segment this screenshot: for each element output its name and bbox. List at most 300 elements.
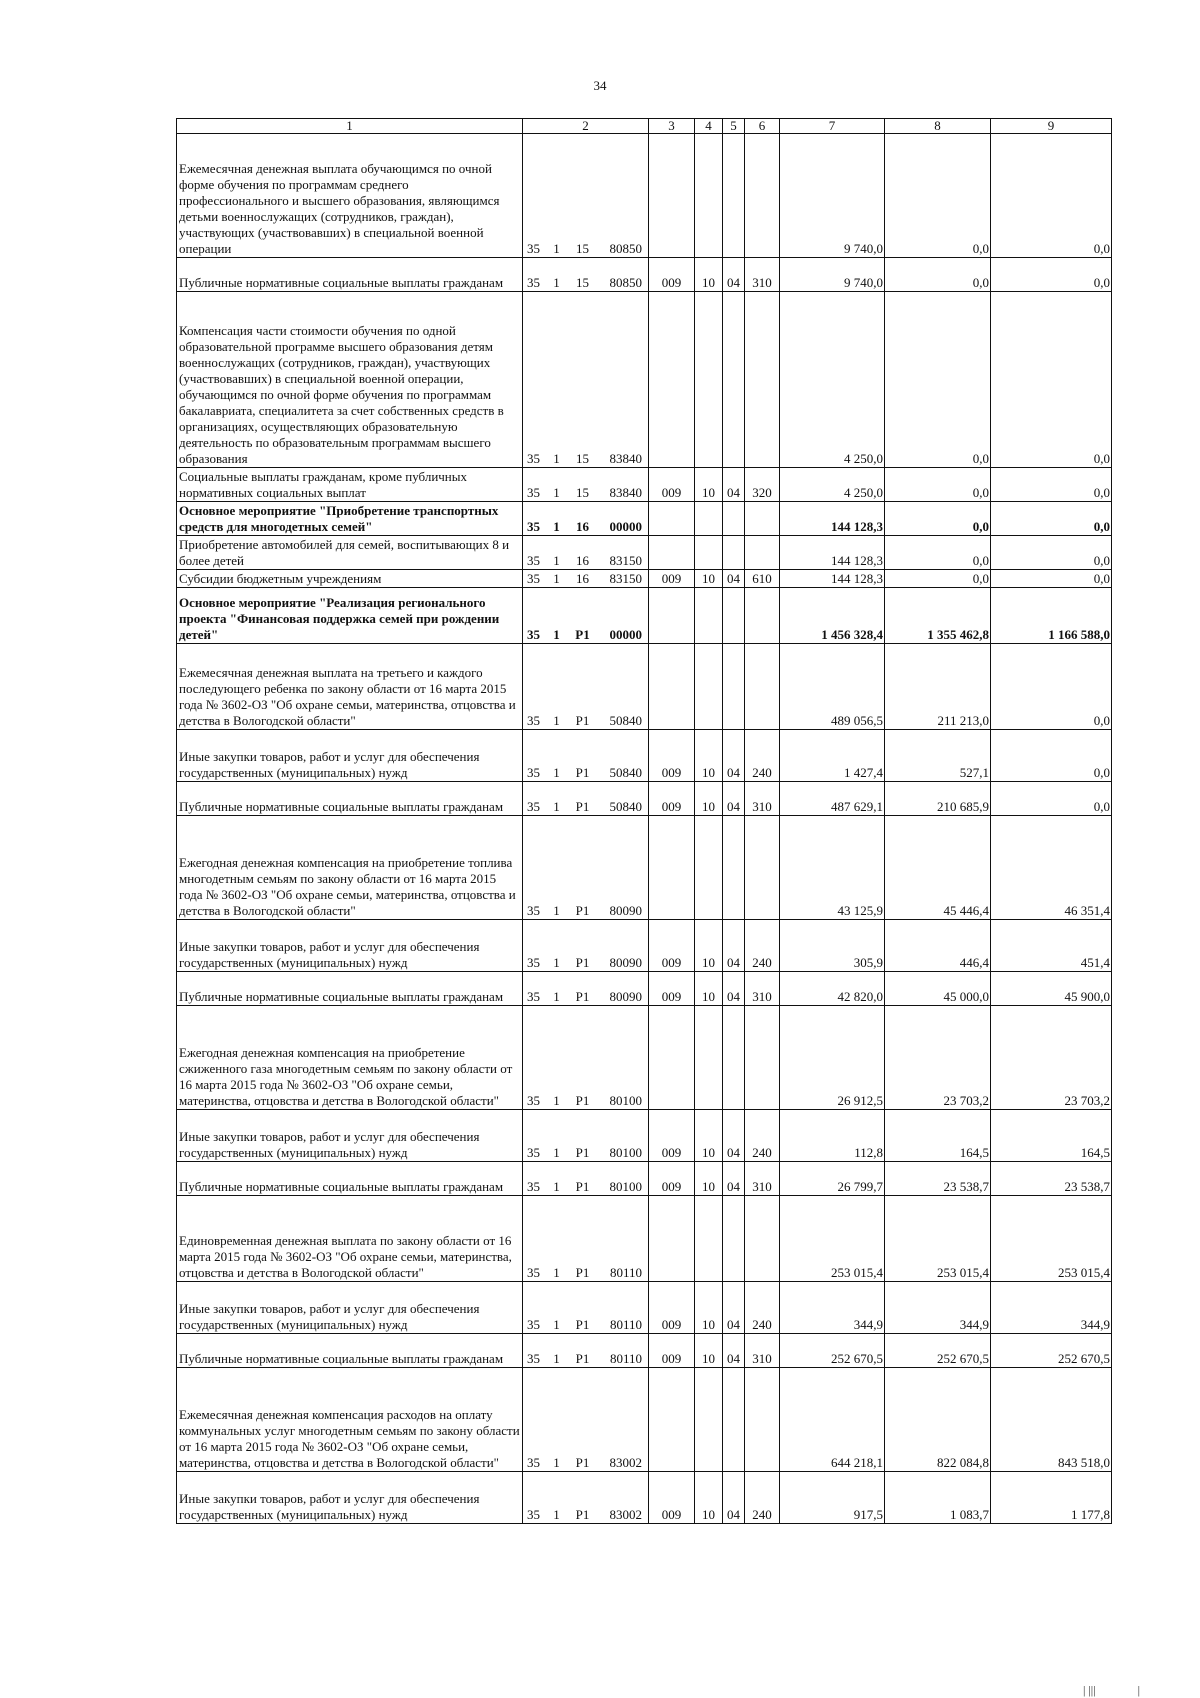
row-value-7: 4 250,0 <box>780 468 885 502</box>
row-code-subprogram: 1 <box>547 1368 567 1472</box>
row-grbs: 009 <box>649 1472 695 1524</box>
row-grbs <box>649 536 695 570</box>
row-code-direction: 50840 <box>599 730 649 782</box>
row-code-program: 35 <box>523 1110 547 1162</box>
row-code-subprogram: 1 <box>547 502 567 536</box>
row-code-direction: 83002 <box>599 1472 649 1524</box>
row-code-subprogram: 1 <box>547 292 567 468</box>
row-section: 10 <box>695 1162 723 1196</box>
row-value-7: 112,8 <box>780 1110 885 1162</box>
row-value-9: 46 351,4 <box>991 816 1112 920</box>
row-code-direction: 83150 <box>599 570 649 588</box>
row-subsection <box>723 816 745 920</box>
row-code-subprogram: 1 <box>547 570 567 588</box>
row-code-subprogram: 1 <box>547 258 567 292</box>
row-code-subprogram: 1 <box>547 644 567 730</box>
row-section: 10 <box>695 1282 723 1334</box>
row-grbs <box>649 644 695 730</box>
row-code-event: P1 <box>567 730 599 782</box>
row-subsection: 04 <box>723 1162 745 1196</box>
row-code-event: 15 <box>567 468 599 502</box>
row-name: Публичные нормативные социальные выплаты гражданам <box>177 1162 523 1196</box>
row-grbs: 009 <box>649 570 695 588</box>
row-value-9: 0,0 <box>991 644 1112 730</box>
row-code-subprogram: 1 <box>547 1196 567 1282</box>
row-code-program: 35 <box>523 536 547 570</box>
row-code-subprogram: 1 <box>547 1162 567 1196</box>
row-code-event: 15 <box>567 292 599 468</box>
row-value-8: 446,4 <box>885 920 991 972</box>
row-expense-type: 610 <box>745 570 780 588</box>
row-code-direction: 80850 <box>599 258 649 292</box>
header-col-2: 2 <box>523 119 649 134</box>
row-value-7: 43 125,9 <box>780 816 885 920</box>
row-value-8: 0,0 <box>885 258 991 292</box>
row-grbs: 009 <box>649 1334 695 1368</box>
table-row <box>177 644 1112 730</box>
row-code-subprogram: 1 <box>547 920 567 972</box>
table-row <box>177 1162 1112 1196</box>
row-code-program: 35 <box>523 972 547 1006</box>
row-code-program: 35 <box>523 468 547 502</box>
row-value-7: 1 427,4 <box>780 730 885 782</box>
row-value-8: 23 703,2 <box>885 1006 991 1110</box>
row-value-9: 45 900,0 <box>991 972 1112 1006</box>
row-grbs <box>649 134 695 258</box>
row-section <box>695 502 723 536</box>
row-subsection: 04 <box>723 1334 745 1368</box>
row-code-program: 35 <box>523 1282 547 1334</box>
row-code-program: 35 <box>523 644 547 730</box>
row-section <box>695 1006 723 1110</box>
row-code-program: 35 <box>523 730 547 782</box>
table-row <box>177 588 1112 644</box>
row-grbs: 009 <box>649 730 695 782</box>
row-expense-type <box>745 816 780 920</box>
row-code-direction: 83150 <box>599 536 649 570</box>
table-row <box>177 292 1112 468</box>
row-subsection <box>723 292 745 468</box>
row-code-subprogram: 1 <box>547 972 567 1006</box>
row-code-event: P1 <box>567 1472 599 1524</box>
row-value-8: 0,0 <box>885 292 991 468</box>
row-subsection <box>723 536 745 570</box>
row-section <box>695 1196 723 1282</box>
row-code-event: 16 <box>567 570 599 588</box>
table-row <box>177 502 1112 536</box>
table-row <box>177 134 1112 258</box>
row-subsection <box>723 588 745 644</box>
row-name: Единовременная денежная выплата по закону области от 16 марта 2015 года № 3602-ОЗ "Об охране семьи, материнства, отцовства и детства в Вологодской области" <box>177 1196 523 1282</box>
row-code-event: P1 <box>567 1334 599 1368</box>
row-name: Иные закупки товаров, работ и услуг для обеспечения государственных (муниципальных) нужд <box>177 1110 523 1162</box>
table-body <box>177 134 1112 1524</box>
row-value-9: 0,0 <box>991 258 1112 292</box>
row-value-7: 4 250,0 <box>780 292 885 468</box>
row-code-subprogram: 1 <box>547 1282 567 1334</box>
row-value-7: 26 912,5 <box>780 1006 885 1110</box>
row-grbs <box>649 502 695 536</box>
row-value-8: 0,0 <box>885 134 991 258</box>
row-subsection: 04 <box>723 782 745 816</box>
row-grbs: 009 <box>649 920 695 972</box>
row-code-subprogram: 1 <box>547 134 567 258</box>
row-name: Приобретение автомобилей для семей, воспитывающих 8 и более детей <box>177 536 523 570</box>
row-subsection: 04 <box>723 730 745 782</box>
row-code-direction: 00000 <box>599 588 649 644</box>
row-value-7: 252 670,5 <box>780 1334 885 1368</box>
row-name: Ежегодная денежная компенсация на приобретение топлива многодетным семьям по закону области от 16 марта 2015 года № 3602-ОЗ "Об охране семьи, материнства, отцовства и детства в Вологодской области" <box>177 816 523 920</box>
row-code-subprogram: 1 <box>547 816 567 920</box>
budget-table <box>176 118 1112 1524</box>
row-value-8: 344,9 <box>885 1282 991 1334</box>
row-code-event: 15 <box>567 258 599 292</box>
row-subsection: 04 <box>723 258 745 292</box>
row-code-direction: 50840 <box>599 782 649 816</box>
row-section: 10 <box>695 920 723 972</box>
row-name: Иные закупки товаров, работ и услуг для обеспечения государственных (муниципальных) нужд <box>177 1472 523 1524</box>
row-code-event: P1 <box>567 1196 599 1282</box>
header-row <box>177 119 1112 134</box>
row-code-program: 35 <box>523 1006 547 1110</box>
row-code-direction: 80090 <box>599 816 649 920</box>
row-code-direction: 80110 <box>599 1334 649 1368</box>
row-expense-type <box>745 292 780 468</box>
row-grbs: 009 <box>649 468 695 502</box>
row-subsection <box>723 644 745 730</box>
row-code-program: 35 <box>523 292 547 468</box>
row-section <box>695 134 723 258</box>
row-code-program: 35 <box>523 502 547 536</box>
row-code-subprogram: 1 <box>547 588 567 644</box>
table-row <box>177 972 1112 1006</box>
row-value-8: 1 083,7 <box>885 1472 991 1524</box>
row-value-8: 253 015,4 <box>885 1196 991 1282</box>
row-code-event: P1 <box>567 1006 599 1110</box>
row-value-8: 210 685,9 <box>885 782 991 816</box>
table-row <box>177 920 1112 972</box>
row-section: 10 <box>695 1334 723 1368</box>
row-grbs <box>649 292 695 468</box>
row-section: 10 <box>695 570 723 588</box>
row-code-event: P1 <box>567 816 599 920</box>
row-name: Иные закупки товаров, работ и услуг для обеспечения государственных (муниципальных) нужд <box>177 920 523 972</box>
header-col-3: 3 <box>649 119 695 134</box>
row-code-event: 15 <box>567 134 599 258</box>
row-value-9: 843 518,0 <box>991 1368 1112 1472</box>
row-subsection: 04 <box>723 1282 745 1334</box>
row-code-event: 16 <box>567 536 599 570</box>
row-grbs <box>649 588 695 644</box>
table-row <box>177 782 1112 816</box>
row-section: 10 <box>695 972 723 1006</box>
row-name: Иные закупки товаров, работ и услуг для обеспечения государственных (муниципальных) нужд <box>177 730 523 782</box>
row-value-9: 252 670,5 <box>991 1334 1112 1368</box>
row-code-direction: 80100 <box>599 1110 649 1162</box>
row-code-event: P1 <box>567 1282 599 1334</box>
row-code-program: 35 <box>523 258 547 292</box>
row-expense-type: 240 <box>745 920 780 972</box>
row-subsection <box>723 1196 745 1282</box>
page-number: 34 <box>593 78 607 93</box>
row-code-event: P1 <box>567 1110 599 1162</box>
row-code-program: 35 <box>523 1472 547 1524</box>
row-grbs: 009 <box>649 258 695 292</box>
row-grbs <box>649 1368 695 1472</box>
row-name: Основное мероприятие "Реализация регионального проекта "Финансовая поддержка семей при рождении детей" <box>177 588 523 644</box>
row-name: Ежемесячная денежная выплата на третьего и каждого последующего ребенка по закону области от 16 марта 2015 года № 3602-ОЗ "Об охране семьи, материнства, отцовства и детства в Вологодской области" <box>177 644 523 730</box>
row-value-8: 45 000,0 <box>885 972 991 1006</box>
row-code-subprogram: 1 <box>547 730 567 782</box>
row-value-8: 23 538,7 <box>885 1162 991 1196</box>
row-value-7: 26 799,7 <box>780 1162 885 1196</box>
row-subsection <box>723 1368 745 1472</box>
row-value-9: 1 166 588,0 <box>991 588 1112 644</box>
header-col-7: 7 <box>780 119 885 134</box>
row-grbs: 009 <box>649 1162 695 1196</box>
row-code-event: P1 <box>567 920 599 972</box>
row-value-7: 1 456 328,4 <box>780 588 885 644</box>
row-name: Публичные нормативные социальные выплаты гражданам <box>177 1334 523 1368</box>
header-col-4: 4 <box>695 119 723 134</box>
table-row <box>177 258 1112 292</box>
table-row <box>177 1196 1112 1282</box>
row-expense-type <box>745 134 780 258</box>
row-section: 10 <box>695 1110 723 1162</box>
row-value-7: 144 128,3 <box>780 536 885 570</box>
row-value-8: 0,0 <box>885 570 991 588</box>
row-code-direction: 80850 <box>599 134 649 258</box>
row-value-7: 9 740,0 <box>780 134 885 258</box>
row-code-subprogram: 1 <box>547 782 567 816</box>
row-code-program: 35 <box>523 782 547 816</box>
row-value-9: 0,0 <box>991 502 1112 536</box>
row-name: Ежемесячная денежная выплата обучающимся по очной форме обучения по программам среднего профессионального и высшего образования, являющимся детьми военнослужащих (сотрудников, граждан), участвующих (участвовавших) в специальной военной операции <box>177 134 523 258</box>
row-value-8: 1 355 462,8 <box>885 588 991 644</box>
row-value-7: 144 128,3 <box>780 502 885 536</box>
row-value-9: 344,9 <box>991 1282 1112 1334</box>
row-section: 10 <box>695 730 723 782</box>
row-expense-type: 310 <box>745 782 780 816</box>
row-section <box>695 536 723 570</box>
row-section <box>695 588 723 644</box>
row-expense-type: 320 <box>745 468 780 502</box>
row-expense-type <box>745 644 780 730</box>
row-name: Основное мероприятие "Приобретение транспортных средств для многодетных семей" <box>177 502 523 536</box>
row-name: Социальные выплаты гражданам, кроме публичных нормативных социальных выплат <box>177 468 523 502</box>
row-code-direction: 80100 <box>599 1006 649 1110</box>
row-expense-type: 310 <box>745 1162 780 1196</box>
row-code-direction: 83840 <box>599 468 649 502</box>
header-col-6: 6 <box>745 119 780 134</box>
table-row <box>177 1282 1112 1334</box>
row-expense-type <box>745 1196 780 1282</box>
budget-table-container <box>176 118 1111 1524</box>
row-expense-type <box>745 1368 780 1472</box>
row-value-8: 0,0 <box>885 468 991 502</box>
table-row <box>177 1472 1112 1524</box>
row-expense-type: 240 <box>745 1282 780 1334</box>
row-grbs <box>649 1006 695 1110</box>
row-subsection: 04 <box>723 468 745 502</box>
row-value-8: 252 670,5 <box>885 1334 991 1368</box>
row-subsection: 04 <box>723 972 745 1006</box>
row-expense-type: 240 <box>745 1110 780 1162</box>
header-col-5: 5 <box>723 119 745 134</box>
row-expense-type: 240 <box>745 1472 780 1524</box>
row-value-7: 917,5 <box>780 1472 885 1524</box>
row-code-program: 35 <box>523 1162 547 1196</box>
row-code-subprogram: 1 <box>547 468 567 502</box>
row-name: Иные закупки товаров, работ и услуг для обеспечения государственных (муниципальных) нужд <box>177 1282 523 1334</box>
row-value-7: 305,9 <box>780 920 885 972</box>
row-code-event: P1 <box>567 972 599 1006</box>
row-expense-type: 240 <box>745 730 780 782</box>
row-expense-type: 310 <box>745 1334 780 1368</box>
row-code-subprogram: 1 <box>547 1006 567 1110</box>
row-value-9: 0,0 <box>991 134 1112 258</box>
row-code-program: 35 <box>523 134 547 258</box>
row-value-9: 0,0 <box>991 292 1112 468</box>
row-code-direction: 00000 <box>599 502 649 536</box>
table-row <box>177 816 1112 920</box>
row-name: Публичные нормативные социальные выплаты гражданам <box>177 782 523 816</box>
row-section: 10 <box>695 1472 723 1524</box>
row-code-subprogram: 1 <box>547 1110 567 1162</box>
table-row <box>177 468 1112 502</box>
row-code-direction: 80100 <box>599 1162 649 1196</box>
row-code-event: P1 <box>567 588 599 644</box>
row-value-9: 253 015,4 <box>991 1196 1112 1282</box>
row-value-9: 0,0 <box>991 570 1112 588</box>
table-row <box>177 1110 1112 1162</box>
row-code-program: 35 <box>523 816 547 920</box>
row-value-7: 42 820,0 <box>780 972 885 1006</box>
row-value-9: 0,0 <box>991 468 1112 502</box>
row-code-event: P1 <box>567 1368 599 1472</box>
row-value-8: 0,0 <box>885 536 991 570</box>
row-code-direction: 80110 <box>599 1282 649 1334</box>
row-value-8: 211 213,0 <box>885 644 991 730</box>
header-col-8: 8 <box>885 119 991 134</box>
row-value-7: 344,9 <box>780 1282 885 1334</box>
table-row <box>177 1334 1112 1368</box>
row-subsection: 04 <box>723 1472 745 1524</box>
row-code-direction: 83002 <box>599 1368 649 1472</box>
row-subsection: 04 <box>723 1110 745 1162</box>
row-value-9: 0,0 <box>991 730 1112 782</box>
row-value-9: 451,4 <box>991 920 1112 972</box>
row-expense-type: 310 <box>745 972 780 1006</box>
row-code-direction: 50840 <box>599 644 649 730</box>
row-expense-type: 310 <box>745 258 780 292</box>
row-value-8: 45 446,4 <box>885 816 991 920</box>
row-subsection <box>723 1006 745 1110</box>
row-grbs: 009 <box>649 972 695 1006</box>
row-code-program: 35 <box>523 1334 547 1368</box>
row-grbs <box>649 1196 695 1282</box>
row-value-7: 9 740,0 <box>780 258 885 292</box>
row-name: Ежемесячная денежная компенсация расходов на оплату коммунальных услуг многодетным семьям по закону области от 16 марта 2015 года № 3602-ОЗ "Об охране семьи, материнства, отцовства и детства в Вологодской области" <box>177 1368 523 1472</box>
row-expense-type <box>745 502 780 536</box>
row-expense-type <box>745 1006 780 1110</box>
row-section <box>695 644 723 730</box>
row-name: Субсидии бюджетным учреждениям <box>177 570 523 588</box>
row-value-9: 23 538,7 <box>991 1162 1112 1196</box>
row-code-program: 35 <box>523 588 547 644</box>
row-name: Публичные нормативные социальные выплаты гражданам <box>177 972 523 1006</box>
row-value-8: 0,0 <box>885 502 991 536</box>
row-value-9: 0,0 <box>991 782 1112 816</box>
row-expense-type <box>745 536 780 570</box>
table-row <box>177 536 1112 570</box>
table-row <box>177 730 1112 782</box>
row-name: Публичные нормативные социальные выплаты гражданам <box>177 258 523 292</box>
row-value-9: 23 703,2 <box>991 1006 1112 1110</box>
row-subsection: 04 <box>723 570 745 588</box>
row-section: 10 <box>695 782 723 816</box>
scan-marks: | ||| | <box>1082 1683 1140 1697</box>
row-value-7: 489 056,5 <box>780 644 885 730</box>
row-section: 10 <box>695 468 723 502</box>
row-value-7: 644 218,1 <box>780 1368 885 1472</box>
row-code-event: P1 <box>567 644 599 730</box>
row-subsection <box>723 134 745 258</box>
row-value-8: 822 084,8 <box>885 1368 991 1472</box>
table-row <box>177 1006 1112 1110</box>
row-value-9: 164,5 <box>991 1110 1112 1162</box>
row-grbs <box>649 816 695 920</box>
row-value-8: 164,5 <box>885 1110 991 1162</box>
row-value-7: 253 015,4 <box>780 1196 885 1282</box>
row-subsection: 04 <box>723 920 745 972</box>
row-grbs: 009 <box>649 782 695 816</box>
table-row <box>177 1368 1112 1472</box>
row-subsection <box>723 502 745 536</box>
row-section: 10 <box>695 258 723 292</box>
table-row <box>177 570 1112 588</box>
row-code-direction: 80110 <box>599 1196 649 1282</box>
row-code-direction: 80090 <box>599 972 649 1006</box>
row-section <box>695 1368 723 1472</box>
header-col-9: 9 <box>991 119 1112 134</box>
row-code-direction: 83840 <box>599 292 649 468</box>
row-code-event: 16 <box>567 502 599 536</box>
row-value-9: 0,0 <box>991 536 1112 570</box>
row-value-7: 487 629,1 <box>780 782 885 816</box>
row-code-event: P1 <box>567 1162 599 1196</box>
row-section <box>695 816 723 920</box>
row-code-program: 35 <box>523 570 547 588</box>
row-value-9: 1 177,8 <box>991 1472 1112 1524</box>
row-name: Ежегодная денежная компенсация на приобретение сжиженного газа многодетным семьям по закону области от 16 марта 2015 года № 3602-ОЗ "Об охране семьи, материнства, отцовства и детства в Вологодской области" <box>177 1006 523 1110</box>
row-code-subprogram: 1 <box>547 1334 567 1368</box>
row-value-8: 527,1 <box>885 730 991 782</box>
row-code-program: 35 <box>523 1368 547 1472</box>
row-code-event: P1 <box>567 782 599 816</box>
row-expense-type <box>745 588 780 644</box>
row-code-direction: 80090 <box>599 920 649 972</box>
row-code-program: 35 <box>523 1196 547 1282</box>
row-section <box>695 292 723 468</box>
row-grbs: 009 <box>649 1282 695 1334</box>
row-value-7: 144 128,3 <box>780 570 885 588</box>
row-code-program: 35 <box>523 920 547 972</box>
header-col-1: 1 <box>177 119 523 134</box>
row-code-subprogram: 1 <box>547 536 567 570</box>
row-name: Компенсация части стоимости обучения по одной образовательной программе высшего образования детям военнослужащих (сотрудников, граждан), участвующих (участвовавших) в специальной военной операции, обучающимся по очной форме обучения по программам бакалавриата, специалитета за счет собственных средств в организациях, осуществляющих образовательную деятельность по образовательным программам высшего образования <box>177 292 523 468</box>
row-grbs: 009 <box>649 1110 695 1162</box>
